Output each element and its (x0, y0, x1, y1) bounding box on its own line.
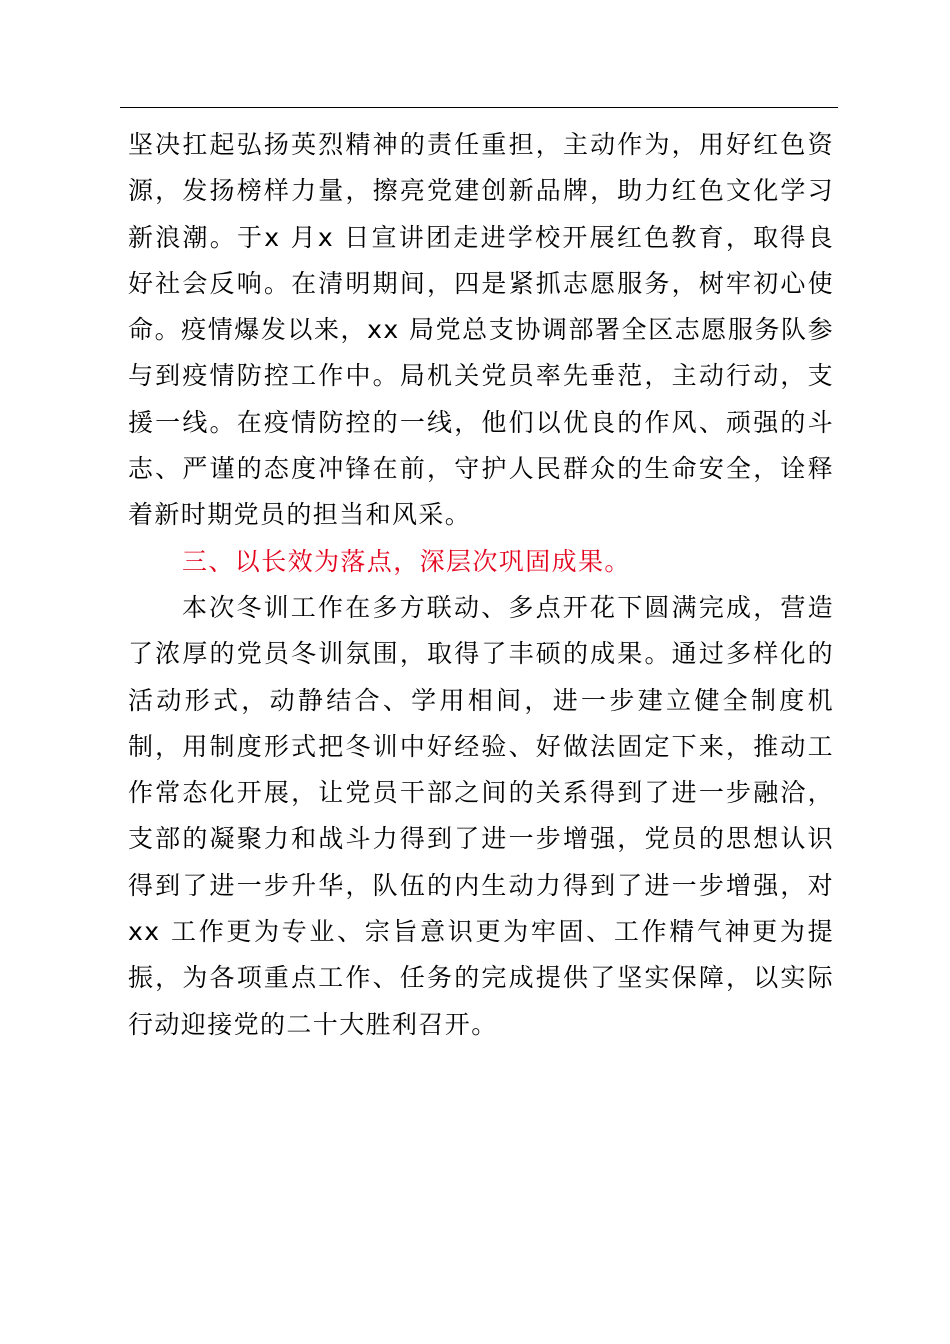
paragraph-results: 本次冬训工作在多方联动、多点开花下圆满完成，营造了浓厚的党员冬训氛围，取得了丰硕的成果。通过多样化的活动形式，动静结合、学用相间，进一步建立健全制度机制，用制度形式把冬训中好经验、好做法固定下来，推动工作常态化开展，让党员干部之间的关系得到了进一步融洽，支部的凝聚力和战斗力得到了进一步增强，党员的思想认识得到了进一步升华，队伍的内生动力得到了进一步增强，对xx 工作更为专业、宗旨意识更为牢固、工作精气神更为提振，为各项重点工作、任务的完成提供了坚实保障，以实际行动迎接党的二十大胜利召开。 (128, 592, 834, 1039)
document-body (128, 122, 834, 1048)
paragraph-volunteer-service: 坚决扛起弘扬英烈精神的责任重担，主动作为，用好红色资源，发扬榜样力量，擦亮党建创新品牌，助力红色文化学习新浪潮。于x 月x 日宣讲团走进学校开展红色教育，取得良好社会反响。在清明期间，四是紧抓志愿服务，树牢初心使命。疫情爆发以来，xx 局党总支协调部署全区志愿服务队参与到疫情防控工作中。局机关党员率先垂范，主动行动，支援一线。在疫情防控的一线，他们以优良的作风、顽强的斗志、严谨的态度冲锋在前，守护人民群众的生命安全，诠释着新时期党员的担当和风采。 (128, 130, 834, 530)
header-rule (120, 107, 838, 108)
section-heading-three: 三、以长效为落点，深层次巩固成果。 (182, 546, 631, 576)
